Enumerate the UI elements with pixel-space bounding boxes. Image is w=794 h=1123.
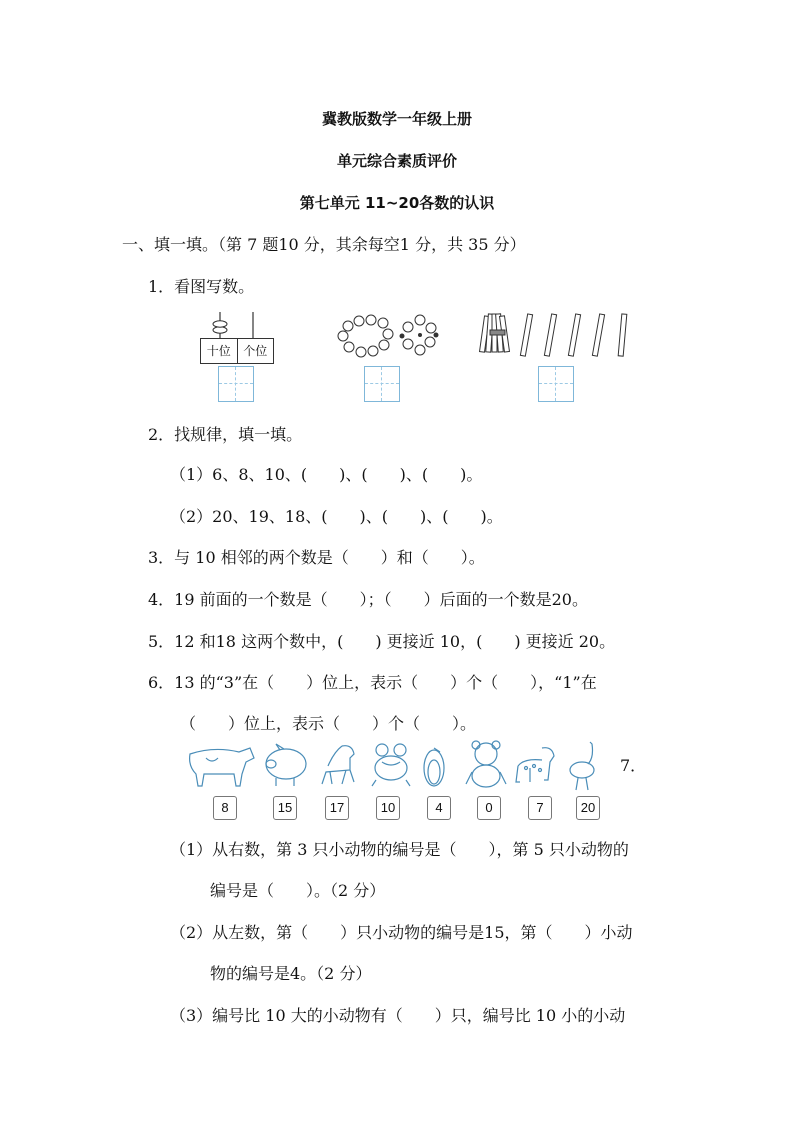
question-2-sub-1: （1）6、8、10、( )、( )、( )。 (170, 465, 483, 484)
question-1: 1．看图写数。 (148, 277, 255, 296)
frog-icon (372, 744, 410, 786)
animal-number-box: 15 (273, 796, 297, 820)
question-4: 4．19 前面的一个数是（ ）；（ ）后面的一个数是20。 (148, 590, 588, 609)
ostrich-icon (570, 742, 594, 790)
question-7-sub-2-line-1: （2）从左数，第（ ）只小动物的编号是15，第（ ）小动 (170, 923, 633, 942)
doc-title: 冀教版数学一年级上册 (321, 110, 472, 128)
horse-icon (322, 746, 354, 784)
answer-box-sticks[interactable] (538, 366, 574, 402)
abacus-labels (200, 338, 274, 364)
question-6-line-2: （ ）位上，表示（ ）个（ ）。 (180, 714, 477, 733)
abacus-ones-label: 个位 (243, 344, 268, 358)
doc-subtitle: 单元综合素质评价 (336, 152, 457, 170)
question-6-line-1: 6．13 的“3”在（ ）位上，表示（ ）个（ ），“1”在 (148, 673, 597, 692)
animal-number-box: 4 (427, 796, 451, 820)
question-7-number: 7． (620, 756, 647, 775)
panda-icon (466, 741, 506, 787)
answer-box-beads[interactable] (364, 366, 400, 402)
question-3: 3．与 10 相邻的两个数是（ ）和（ ）。 (148, 548, 485, 567)
sticks-figure (476, 310, 636, 360)
animal-number-box: 8 (213, 796, 237, 820)
beads-figure (336, 314, 446, 362)
answer-box-abacus[interactable] (218, 366, 254, 402)
leopard-icon (516, 748, 554, 782)
question-7-sub-2-line-2: 物的编号是4。（2 分） (210, 964, 372, 983)
animal-number-box: 17 (325, 796, 349, 820)
penguin-icon (424, 748, 444, 786)
question-7-sub-3-line-1: （3）编号比 10 大的小动物有（ ）只，编号比 10 小的小动 (170, 1006, 626, 1025)
question-2: 2．找规律，填一填。 (148, 425, 303, 444)
section-heading: 一、填一填。（第 7 题10 分，其余每空1 分，共 35 分） (122, 235, 526, 254)
question-2-sub-2: （2）20、19、18、( )、( )、( )。 (170, 507, 503, 526)
animal-number-box: 0 (477, 796, 501, 820)
animals-row (184, 740, 604, 792)
abacus-figure (200, 310, 274, 366)
abacus-tens-label: 十位 (201, 339, 238, 363)
unit-title: 第七单元 11~20各数的认识 (299, 194, 495, 212)
animal-number-box: 10 (376, 796, 400, 820)
pig-icon (266, 744, 306, 786)
question-5: 5．12 和18 这两个数中，( ) 更接近 10，( ) 更接近 20。 (148, 632, 616, 651)
question-7-sub-1-line-1: （1）从右数，第 3 只小动物的编号是（ ），第 5 只小动物的 (170, 840, 629, 859)
animal-number-box: 20 (576, 796, 600, 820)
animal-number-box: 7 (528, 796, 552, 820)
question-7-sub-1-line-2: 编号是（ ）。（2 分） (210, 881, 386, 900)
cow-icon (190, 748, 254, 786)
